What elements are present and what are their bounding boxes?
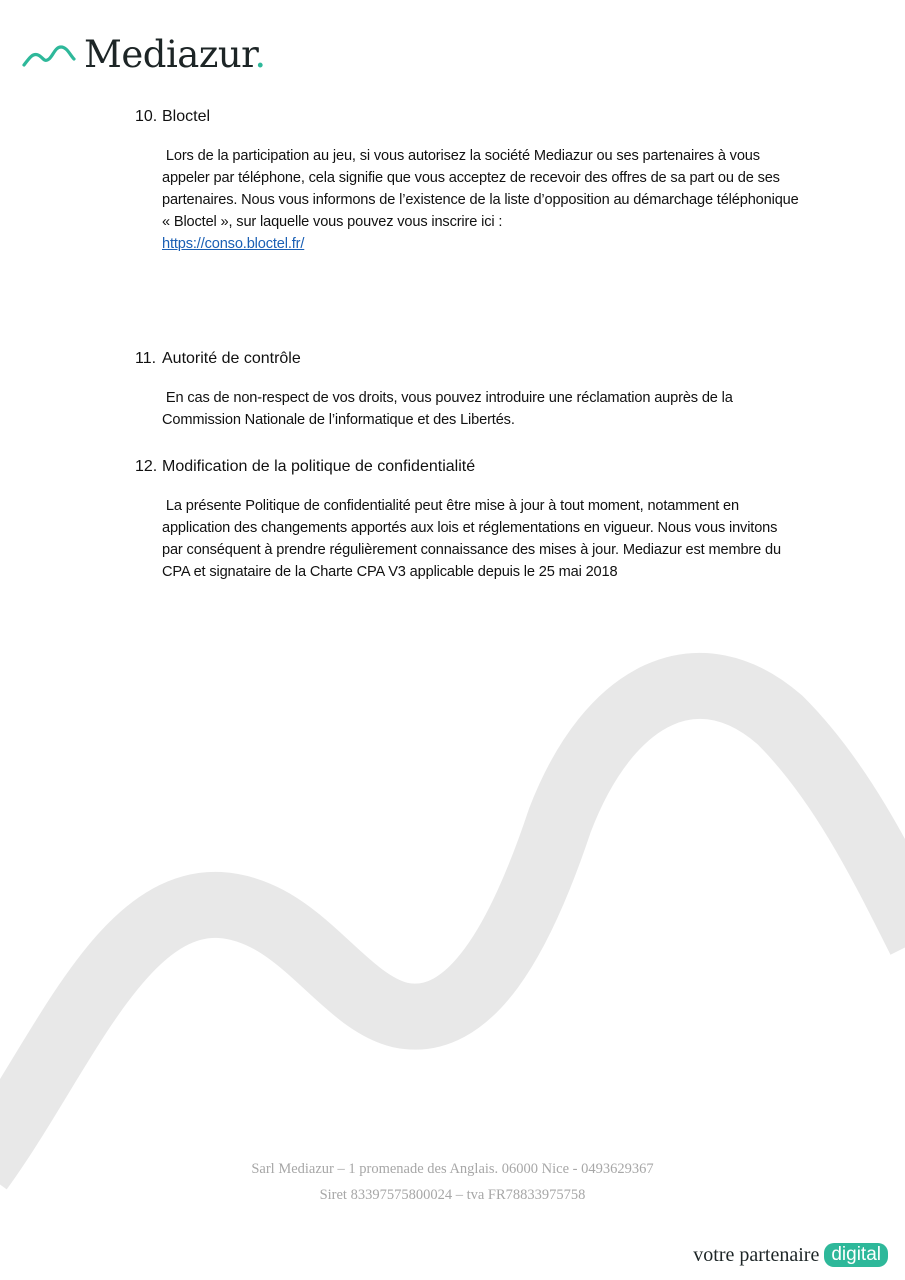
tagline: [693, 1243, 888, 1267]
section-bloctel: [135, 107, 800, 255]
section-modification-politique: [135, 457, 800, 583]
section-number: 12.: [135, 458, 158, 475]
paragraph-text: Lors de la participation au jeu, si vous autorisez la société Mediazur ou ses partenaires à vous appeler par téléphone, cela signifie que vous acceptez de recevoir des offres de sa part ou de ses partenaires. Nous vous informons de l’existence de la liste d’opposition au démarchage téléphonique « Bloctel », sur laquelle vous pouvez vous inscrire ici :: [162, 148, 799, 230]
bloctel-link[interactable]: https://conso.bloctel.fr/: [162, 236, 305, 252]
tagline-text: votre partenaire: [693, 1243, 820, 1266]
paragraph-text: En cas de non-respect de vos droits, vous pouvez introduire une réclamation auprès de la Commission Nationale de l’informatique et des Libertés.: [162, 390, 733, 428]
section-heading: [135, 107, 800, 127]
section-heading: [135, 457, 800, 477]
section-paragraph: [162, 387, 800, 431]
footer-address: Sarl Mediazur – 1 promenade des Anglais. 06000 Nice - 0493629367: [251, 1161, 654, 1177]
section-heading: [135, 349, 800, 369]
brand-dot: .: [254, 32, 266, 76]
mountain-wave-icon: [22, 39, 76, 69]
section-autorite-controle: [135, 349, 800, 431]
tagline-badge: digital: [824, 1243, 888, 1267]
section-number: 11.: [135, 350, 157, 367]
footer-siret: Siret 83397575800024 – tva FR78833975758: [319, 1187, 586, 1203]
section-title: Modification de la politique de confidentialité: [162, 458, 476, 475]
section-title: Autorité de contrôle: [162, 350, 301, 367]
brand-name: Mediazur.: [84, 32, 266, 76]
mediazur-logo: [22, 32, 266, 76]
section-title: Bloctel: [162, 108, 211, 125]
section-number: 10.: [135, 108, 158, 125]
section-paragraph: [162, 495, 800, 583]
section-paragraph: [162, 145, 800, 255]
paragraph-text: La présente Politique de confidentialité peut être mise à jour à tout moment, notamment en application des changements apportés aux lois et réglementations en vigueur. Nous vous invitons par conséquent à prendre régulièrement connaissance des mises à jour. Mediazur est membre du CPA et signataire de la Charte CPA V3 applicable depuis le 25 mai 2018: [162, 498, 781, 580]
